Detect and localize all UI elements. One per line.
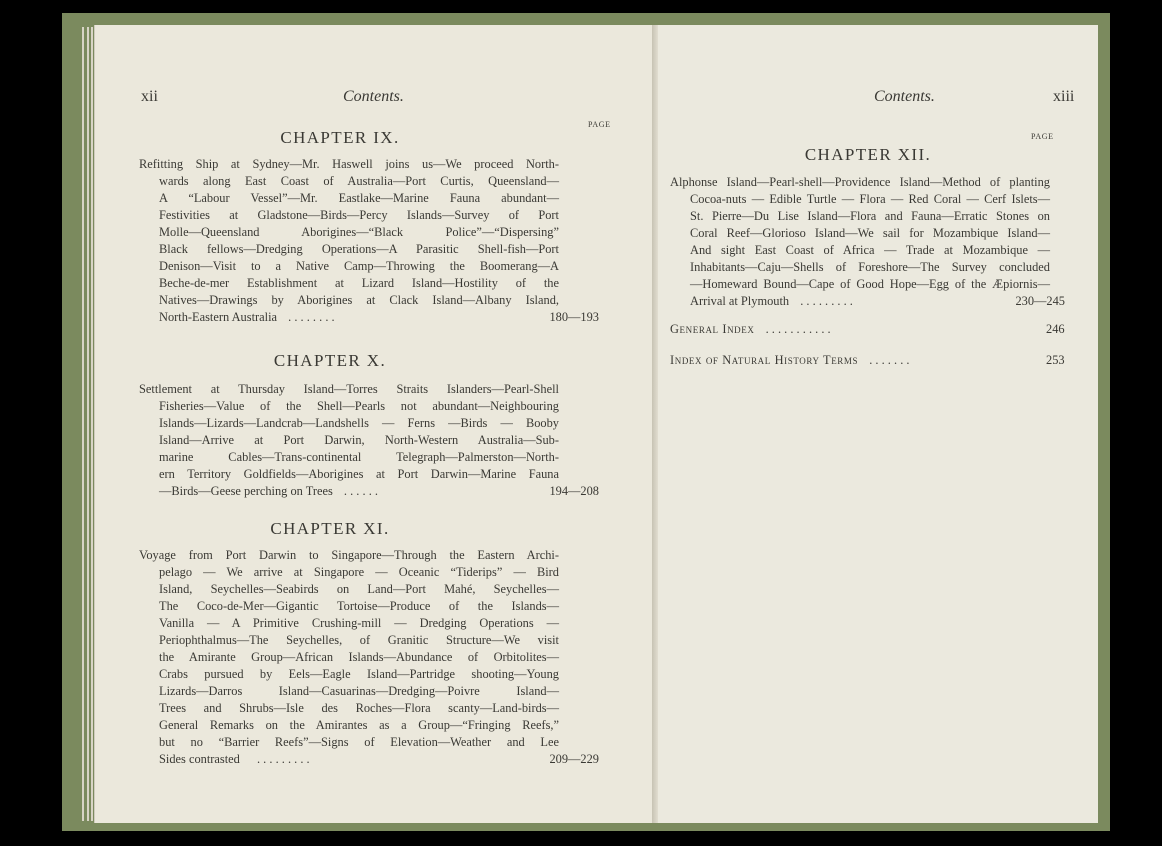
summary-line: Periophthalmus—The Seychelles, of Granitic Structure—We visit (159, 633, 559, 647)
summary-line: Molle—Queensland Aborigines—“Black Police”—“Dispersing” (159, 225, 559, 239)
page-number: xii (141, 88, 158, 105)
summary-line: Beche-de-mer Establishment at Lizard Island—Hostility of the (159, 276, 559, 290)
chapter-summary (139, 156, 599, 326)
summary-line: Natives—Drawings by Aborigines at Clack Island—Albany Island, (159, 293, 559, 307)
summary-line: Coral Reef—Glorioso Island—We sail for Mozambique Island— (690, 226, 1050, 240)
open-book (62, 13, 1110, 831)
summary-line: Lizards—Darros Island—Casuarinas—Dredging—Poivre Island— (159, 684, 559, 698)
leader-dots: . . . . . . . . . (256, 752, 310, 766)
summary-line-text: Sides contrasted (159, 752, 240, 766)
chapter-title: CHAPTER IX. (280, 128, 400, 147)
general-index-entry[interactable] (670, 322, 831, 337)
summary-line: Settlement at Thursday Island—Torres Straits Islanders—Pearl-Shell (139, 382, 559, 396)
page-column-label: PAGE (588, 120, 611, 129)
right-page (658, 25, 1098, 823)
chapter-title: CHAPTER XII. (804, 145, 932, 164)
summary-line: marine Cables—Trans-continental Telegraph—Palmerston—North- (159, 450, 559, 464)
leader-dots: . . . . . . . . . (800, 294, 853, 308)
summary-line: Refitting Ship at Sydney—Mr. Haswell joins us—We proceed North- (139, 157, 559, 171)
index-label: General Index (670, 322, 755, 336)
page-edge (87, 27, 89, 821)
index-page: 253 (1046, 353, 1065, 367)
chapter-summary (139, 381, 599, 500)
natural-history-index-entry[interactable] (670, 353, 910, 368)
summary-line: ern Territory Goldfields—Aborigines at Port Darwin—Marine Fauna (159, 467, 559, 481)
summary-line: And sight East Coast of Africa — Trade at Mozambique — (690, 243, 1050, 257)
summary-line: Festivities at Gladstone—Birds—Percy Islands—Survey of Port (159, 208, 559, 222)
summary-line: Trees and Shrubs—Isle des Roches—Flora scanty—Land-birds— (159, 701, 559, 715)
summary-line: —Homeward Bound—Cape of Good Hope—Egg of the Æpiornis— (690, 277, 1050, 291)
index-label: Index of Natural History Terms (670, 353, 859, 367)
summary-line: Inhabitants—Caju—Shells of Foreshore—The Survey concluded (690, 260, 1050, 274)
summary-line-text: —Birds—Geese perching on Trees (159, 484, 333, 498)
summary-line: Vanilla — A Primitive Crushing-mill — Dredging Operations — (159, 616, 559, 630)
summary-line: the Amirante Group—African Islands—Abundance of Orbitolites— (159, 650, 559, 664)
summary-line: Islands—Lizards—Landcrab—Landshells — Ferns —Birds — Booby (159, 416, 559, 430)
leader-dots: . . . . . . . (869, 353, 910, 367)
page-number: xiii (1053, 88, 1075, 105)
left-page (94, 25, 653, 823)
page-range: 180—193 (549, 310, 599, 324)
leader-dots: . . . . . . (343, 484, 378, 498)
page-range: 230—245 (1015, 294, 1065, 308)
summary-line (139, 751, 599, 768)
summary-line: Crabs pursued by Eels—Eagle Island—Partridge shooting—Young (159, 667, 559, 681)
summary-line: but no “Barrier Reefs”—Signs of Elevation—Weather and Lee (159, 735, 559, 749)
summary-line: Cocoa-nuts — Edible Turtle — Flora — Red Coral — Cerf Islets— (690, 192, 1050, 206)
summary-line (670, 293, 1065, 310)
summary-line: St. Pierre—Du Lise Island—Flora and Fauna—Erratic Stones on (690, 209, 1050, 223)
summary-line: General Remarks on the Amirantes as a Group—“Fringing Reefs,” (159, 718, 559, 732)
page-range: 209—229 (549, 752, 599, 766)
page-column-label: PAGE (1031, 132, 1054, 141)
running-head-title: Contents. (343, 88, 404, 105)
summary-line-text: Arrival at Plymouth (690, 294, 790, 308)
leader-dots: . . . . . . . . (288, 310, 335, 324)
leader-dots: . . . . . . . . . . . (765, 322, 831, 336)
summary-line (139, 309, 599, 326)
summary-line: A “Labour Vessel”—Mr. Eastlake—Marine Fauna abundant— (159, 191, 559, 205)
page-edge (91, 27, 93, 821)
chapter-title: CHAPTER X. (273, 351, 387, 370)
summary-line: Black fellows—Dredging Operations—A Parasitic Shell-fish—Port (159, 242, 559, 256)
summary-line: Island, Seychelles—Seabirds on Land—Port Mahé, Seychelles— (159, 582, 559, 596)
index-page: 246 (1046, 322, 1065, 336)
running-head-title: Contents. (874, 88, 935, 105)
summary-line: wards along East Coast of Australia—Port Curtis, Queensland— (159, 174, 559, 188)
summary-line (139, 483, 599, 500)
summary-line: Voyage from Port Darwin to Singapore—Through the Eastern Archi- (139, 548, 559, 562)
page-edge (82, 27, 84, 821)
summary-line-text: North-Eastern Australia (159, 310, 278, 324)
summary-line: Island—Arrive at Port Darwin, North-Western Australia—Sub- (159, 433, 559, 447)
summary-line: Denison—Visit to a Native Camp—Throwing the Boomerang—A (159, 259, 559, 273)
summary-line: pelago — We arrive at Singapore — Oceanic “Tiderips” — Bird (159, 565, 559, 579)
summary-line: Fisheries—Value of the Shell—Pearls not abundant—Neighbouring (159, 399, 559, 413)
summary-line: The Coco-de-Mer—Gigantic Tortoise—Produce of the Islands— (159, 599, 559, 613)
chapter-summary (139, 547, 599, 768)
chapter-summary (670, 174, 1065, 310)
chapter-title: CHAPTER XI. (270, 519, 390, 538)
page-range: 194—208 (549, 484, 599, 498)
summary-line: Alphonse Island—Pearl-shell—Providence Island—Method of planting (670, 175, 1050, 189)
